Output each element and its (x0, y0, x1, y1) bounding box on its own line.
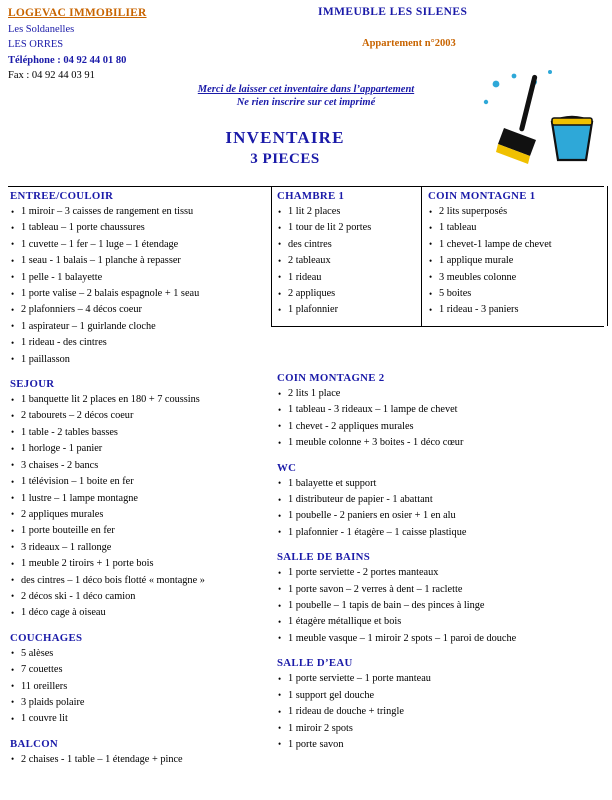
list-item: • 2 chaises - 1 table – 1 étendage + pince (10, 752, 270, 768)
agency-address-line1: Les Soldanelles (8, 23, 75, 35)
list-item: • 2 appliques murales (10, 507, 270, 523)
agency-fax: Fax : 04 92 44 03 91 (8, 70, 95, 81)
list-item: • 1 balayette et support (277, 476, 607, 492)
section-item-list (10, 752, 270, 768)
list-item: • 1 miroir – 3 caisses de rangement en tissu (10, 204, 270, 220)
list-item: • 1 rideau - 3 paniers (428, 302, 604, 318)
list-item: • 1 étagère métallique et bois (277, 614, 607, 630)
section-coin-montagne-2 (277, 372, 607, 452)
divider-vertical-left (271, 186, 272, 326)
bubble-icon (493, 81, 500, 88)
list-item: • 2 plafonniers – 4 décos coeur (10, 302, 270, 318)
section-item-list (277, 565, 607, 647)
list-item: • 1 rideau (277, 270, 419, 286)
list-item: • 1 horloge - 1 panier (10, 441, 270, 457)
list-item: • 1 banquette lit 2 places en 180 + 7 coussins (10, 392, 270, 408)
list-item: • 7 couettes (10, 662, 270, 678)
list-item: • 2 tableaux (277, 253, 419, 269)
page-edge-marker (607, 186, 612, 326)
section-salle-de-bains (277, 551, 607, 647)
list-item: • 1 seau - 1 balais – 1 planche à repasser (10, 253, 270, 269)
section-item-list (277, 671, 607, 753)
bubble-icon (548, 70, 552, 74)
list-item: • 2 appliques (277, 286, 419, 302)
list-item: • 1 aspirateur – 1 guirlande cloche (10, 319, 270, 335)
section-coin-montagne-1 (428, 190, 604, 319)
list-item: • 1 lit 2 places (277, 204, 419, 220)
bucket-icon (552, 122, 592, 160)
bubble-icon (484, 100, 488, 104)
list-item: • 1 poubelle – 1 tapis de bain – des pinces à linge (277, 598, 607, 614)
list-item: • 5 alèses (10, 646, 270, 662)
list-item: • 1 miroir 2 spots (277, 721, 607, 737)
section-title: SALLE D’EAU (277, 657, 353, 670)
list-item: • 1 déco cage à oiseau (10, 605, 270, 621)
section-item-list (10, 392, 270, 622)
section-item-list (10, 646, 270, 728)
section-couchages (10, 632, 270, 728)
list-item: • 1 tableau – 1 porte chaussures (10, 220, 270, 236)
section-item-list (277, 386, 607, 452)
section-item-list (277, 476, 607, 542)
list-item: • 1 porte serviette – 1 porte manteau (277, 671, 607, 687)
list-item: • 3 rideaux – 1 rallonge (10, 540, 270, 556)
list-item: • des cintres – 1 déco bois flotté « montagne » (10, 573, 270, 589)
list-item: • 1 tableau (428, 220, 604, 236)
section-item-list (277, 204, 419, 319)
section-title: BALCON (10, 737, 58, 750)
list-item: • 1 meuble colonne + 3 boites - 1 déco cœur (277, 435, 607, 451)
column-right-lower (277, 372, 607, 763)
section-title: ENTREE/COULOIR (10, 190, 114, 202)
list-item: • 1 cuvette – 1 fer – 1 luge – 1 étendage (10, 237, 270, 253)
list-item: • 2 lits 1 place (277, 386, 607, 402)
list-item: • 1 distributeur de papier - 1 abattant (277, 492, 607, 508)
list-item: • 1 porte savon (277, 737, 607, 753)
list-item: • 11 oreillers (10, 679, 270, 695)
list-item: • 2 tabourets – 2 décos coeur (10, 408, 270, 424)
notice-line-1: Merci de laisser cet inventaire dans l’appartement (197, 84, 415, 95)
list-item: • 2 lits superposés (428, 204, 604, 220)
column-middle-top (277, 190, 419, 329)
list-item: • 1 table - 2 tables basses (10, 425, 270, 441)
list-item: • des cintres (277, 237, 419, 253)
list-item: • 1 télévision – 1 boite en fer (10, 474, 270, 490)
section-sejour (10, 378, 270, 622)
column-right-top (428, 190, 604, 329)
list-item: • 1 plafonnier (277, 302, 419, 318)
list-item: • 1 chevet-1 lampe de chevet (428, 237, 604, 253)
title-line-2: 3 PIECES (250, 151, 320, 167)
section-title: COUCHAGES (10, 631, 83, 644)
list-item: • 1 rideau de douche + tringle (277, 704, 607, 720)
building-name: IMMEUBLE LES SILENES (318, 6, 468, 18)
bucket-rim-icon (552, 118, 592, 125)
section-wc (277, 462, 607, 542)
list-item: • 1 applique murale (428, 253, 604, 269)
bubble-icon (512, 74, 517, 79)
agency-block (8, 6, 147, 84)
section-title: CHAMBRE 1 (277, 190, 345, 202)
list-item: • 1 paillasson (10, 352, 270, 368)
list-item: • 3 plaids polaire (10, 695, 270, 711)
list-item: • 1 tour de lit 2 portes (277, 220, 419, 236)
section-salle-d-eau (277, 657, 607, 753)
notice-line-2: Ne rien inscrire sur cet imprimé (236, 97, 376, 108)
divider-vertical-right (421, 186, 422, 326)
list-item: • 1 poubelle - 2 paniers en osier + 1 en alu (277, 508, 607, 524)
list-item: • 3 meubles colonne (428, 270, 604, 286)
apartment-number: Appartement n°2003 (362, 38, 456, 49)
list-item: • 1 couvre lit (10, 711, 270, 727)
list-item: • 1 lustre – 1 lampe montagne (10, 491, 270, 507)
section-title: SALLE DE BAINS (277, 551, 371, 564)
list-item: • 1 meuble vasque – 1 miroir 2 spots – 1 paroi de douche (277, 631, 607, 647)
divider-horizontal-top (8, 186, 604, 187)
title-line-1: INVENTAIRE (225, 128, 345, 147)
section-title: WC (277, 461, 297, 474)
section-item-list (10, 204, 270, 368)
list-item: • 1 chevet - 2 appliques murales (277, 419, 607, 435)
agency-telephone: Téléphone : 04 92 44 01 80 (8, 54, 127, 66)
cleaning-logo (478, 68, 598, 168)
list-item: • 5 boites (428, 286, 604, 302)
list-item: • 1 plafonnier - 1 étagère – 1 caisse plastique (277, 525, 607, 541)
list-item: • 2 décos ski - 1 déco camion (10, 589, 270, 605)
section-item-list (428, 204, 604, 319)
section-entree-couloir (10, 190, 270, 368)
list-item: • 1 porte valise – 2 balais espagnole + 1 seau (10, 286, 270, 302)
list-item: • 1 pelle - 1 balayette (10, 270, 270, 286)
list-item: • 3 chaises - 2 bancs (10, 458, 270, 474)
page-title (150, 128, 420, 168)
broom-handle-icon (519, 74, 538, 131)
list-item: • 1 meuble 2 tiroirs + 1 porte bois (10, 556, 270, 572)
section-title: COIN MONTAGNE 1 (428, 190, 536, 202)
list-item: • 1 tableau - 3 rideaux – 1 lampe de chevet (277, 402, 607, 418)
list-item: • 1 porte serviette - 2 portes manteaux (277, 565, 607, 581)
agency-name: LOGEVAC IMMOBILIER (8, 7, 147, 19)
list-item: • 1 support gel douche (277, 688, 607, 704)
document-header (0, 0, 612, 81)
list-item: • 1 porte savon – 2 verres à dent – 1 raclette (277, 582, 607, 598)
list-item: • 1 rideau - des cintres (10, 335, 270, 351)
section-title: COIN MONTAGNE 2 (277, 372, 385, 384)
agency-address-line2: LES ORRES (8, 39, 64, 50)
section-title: SEJOUR (10, 378, 55, 391)
column-left (10, 190, 270, 778)
section-chambre-1 (277, 190, 419, 319)
list-item: • 1 porte bouteille en fer (10, 523, 270, 539)
section-balcon (10, 738, 270, 768)
